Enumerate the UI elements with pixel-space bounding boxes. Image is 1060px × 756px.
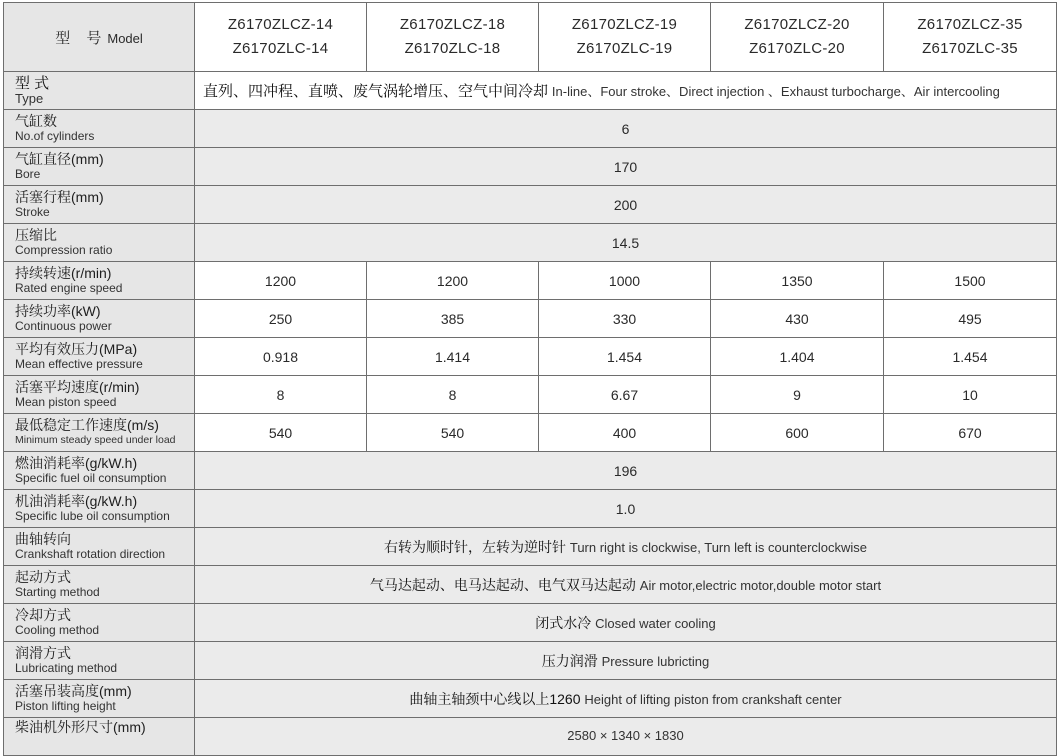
rotation-value: 右转为顺时针，左转为逆时针 Turn right is clockwise, Turn left is counterclockwise [195,528,1057,566]
table-cell: 8 [367,376,539,414]
lube-value: 1.0 [195,490,1057,528]
stroke-value: 200 [195,186,1057,224]
table-cell: 6.67 [539,376,711,414]
cylinders-value: 6 [195,110,1057,148]
table-cell: 1500 [884,262,1057,300]
row-label: 气缸直径(mm) Bore [4,148,195,186]
model-label-zh: 型 号 [55,29,108,47]
table-cell: 1.454 [884,338,1057,376]
type-value: 直列、四冲程、直喷、废气涡轮增压、空气中间冷却 In-line、Four stroke、Direct injection 、Exhaust turbocharge、Air intercooling [195,72,1057,110]
model-label-en: Model [107,30,143,46]
row-label: 起动方式 Starting method [4,566,195,604]
row-cooling [4,604,1057,642]
row-lube-consumption [4,490,1057,528]
row-label: 活塞平均速度(r/min) Mean piston speed [4,376,195,414]
table-cell: 670 [884,414,1057,452]
table-cell: 1000 [539,262,711,300]
row-label: 活塞行程(mm) Stroke [4,186,195,224]
table-cell: 9 [711,376,884,414]
row-label: 燃油消耗率(g/kW.h) Specific fuel oil consumption [4,452,195,490]
row-continuous-power [4,300,1057,338]
table-cell: 10 [884,376,1057,414]
row-starting [4,566,1057,604]
model-header-cell [4,3,195,72]
row-compression [4,224,1057,262]
table-cell: 430 [711,300,884,338]
table-cell: 1200 [195,262,367,300]
dimensions-value: 2580 × 1340 × 1830 [195,718,1057,756]
row-label: 气缸数 No.of cylinders [4,110,195,148]
row-label: 机油消耗率(g/kW.h) Specific lube oil consumption [4,490,195,528]
row-label: 柴油机外形尺寸(mm) [4,718,195,756]
row-piston-speed [4,376,1057,414]
table-cell: 8 [195,376,367,414]
row-min-speed [4,414,1057,452]
row-dimensions [4,718,1057,756]
row-lubrication [4,642,1057,680]
row-fuel-consumption [4,452,1057,490]
header-row [4,3,1057,72]
row-label: 持续转速(r/min) Rated engine speed [4,262,195,300]
table-cell: 1.454 [539,338,711,376]
row-label: 持续功率(kW) Continuous power [4,300,195,338]
table-cell: 1.404 [711,338,884,376]
bore-value: 170 [195,148,1057,186]
table-cell: 0.918 [195,338,367,376]
row-label: 压缩比 Compression ratio [4,224,195,262]
row-label: 润滑方式 Lubricating method [4,642,195,680]
table-cell: 1.414 [367,338,539,376]
row-label: 活塞吊装高度(mm) Piston lifting height [4,680,195,718]
row-rated-speed [4,262,1057,300]
model-column-1: Z6170ZLCZ-14 Z6170ZLC-14 [195,3,367,72]
row-lifting-height [4,680,1057,718]
row-type [4,72,1057,110]
table-cell: 1200 [367,262,539,300]
cooling-value: 闭式水冷 Closed water cooling [195,604,1057,642]
model-column-3: Z6170ZLCZ-19 Z6170ZLC-19 [539,3,711,72]
model-column-2: Z6170ZLCZ-18 Z6170ZLC-18 [367,3,539,72]
row-mean-pressure [4,338,1057,376]
row-label: 平均有效压力(MPa) Mean effective pressure [4,338,195,376]
table-cell: 540 [195,414,367,452]
model-column-5: Z6170ZLCZ-35 Z6170ZLC-35 [884,3,1057,72]
row-label: 冷却方式 Cooling method [4,604,195,642]
row-label: 型 式 Type [4,72,195,110]
table-cell: 400 [539,414,711,452]
table-cell: 540 [367,414,539,452]
table-cell: 600 [711,414,884,452]
row-bore [4,148,1057,186]
table-cell: 1350 [711,262,884,300]
table-cell: 250 [195,300,367,338]
table-cell: 330 [539,300,711,338]
model-column-4: Z6170ZLCZ-20 Z6170ZLC-20 [711,3,884,72]
compression-value: 14.5 [195,224,1057,262]
spec-table [3,2,1057,756]
row-cylinders [4,110,1057,148]
starting-value: 气马达起动、电马达起动、电气双马达起动 Air motor,electric motor,double motor start [195,566,1057,604]
row-rotation [4,528,1057,566]
lifting-value: 曲轴主轴颈中心线以上1260 Height of lifting piston from crankshaft center [195,680,1057,718]
table-cell: 385 [367,300,539,338]
row-label: 曲轴转向 Crankshaft rotation direction [4,528,195,566]
fuel-value: 196 [195,452,1057,490]
lubrication-value: 压力润滑 Pressure lubricting [195,642,1057,680]
table-cell: 495 [884,300,1057,338]
row-label: 最低稳定工作速度(m/s) Minimum steady speed under load [4,414,195,452]
row-stroke [4,186,1057,224]
